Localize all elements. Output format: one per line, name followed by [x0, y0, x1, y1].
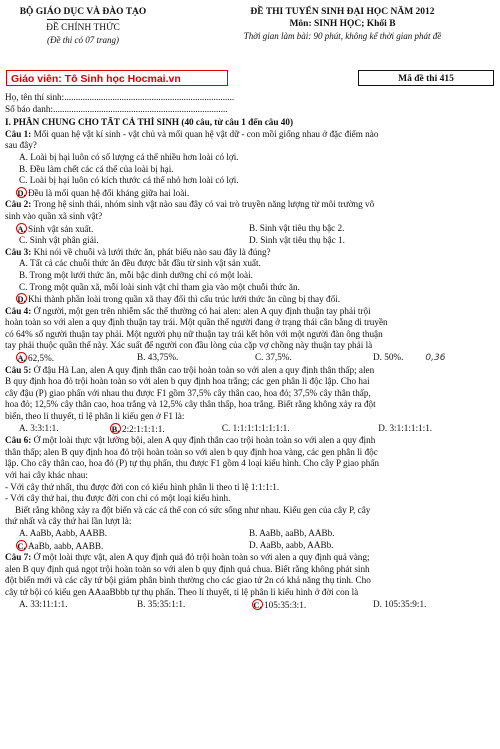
option-a: A. Tất cả các chuỗi thức ăn đều được bắt đầu từ sinh vật sản xuất. — [19, 258, 261, 269]
question-text: Trong hệ sinh thái, nhóm sinh vật nào sau đây có vai trò truyền năng lượng từ môi trường vô — [33, 199, 375, 210]
question-text: đột biến mới và các cây tứ bội giảm phân bình thường cho các giao tử 2n có khả năng thụ tinh. Cho — [5, 575, 371, 586]
option-a: A. 3:3:1:1. — [19, 422, 59, 433]
question-text: hoa đỏ; 12,5% cây thân cao, hoa trắng và 12,5% cây thân thấp, hoa trắng. Biết rằng không xảy ra đột — [5, 399, 376, 410]
option-b: B. Trong một lưới thức ăn, mỗi bậc dinh dưỡng chỉ có một loài. — [19, 269, 253, 280]
option-b — [113, 423, 222, 436]
answer-circle: D. — [17, 187, 26, 198]
option-d: D. Sinh vật tiêu thụ bậc 1. — [249, 235, 345, 246]
header-left — [8, 6, 158, 46]
option-text: 105:35:3:1. — [264, 599, 307, 610]
official-label: ĐỀ CHÍNH THỨC — [46, 23, 120, 33]
option-a — [19, 223, 249, 236]
question-text: B quy định hoa đỏ trội hoàn toàn so với alen b quy định hoa trắng; các gen phân li độc lập. Cho hai — [5, 376, 370, 387]
answer-circle: C. — [17, 540, 26, 551]
question-4 — [5, 306, 495, 365]
option-b: B. Sinh vật tiêu thụ bậc 2. — [249, 222, 345, 233]
question-7 — [5, 552, 495, 611]
question-label: Câu 7: — [5, 552, 32, 563]
answer-circle: B. — [111, 423, 120, 434]
option-text: 62,5%. — [28, 353, 55, 364]
question-text: biến, theo lí thuyết, tỉ lệ phân li kiểu gen ở F1 là: — [5, 411, 185, 422]
option-c: C. Loài bị hại luôn có kích thước cá thể nhỏ hơn loài có lợi. — [19, 175, 239, 186]
question-text: sinh vào quần xã sinh vật? — [5, 210, 103, 221]
question-text: - Với cây thứ nhất, thu được đời con có kiểu hình phân li theo tỉ lệ 1:1:1:1. — [5, 481, 280, 492]
option-text: AaBb, aabb, AABB. — [28, 540, 104, 551]
header-divider — [47, 19, 119, 20]
question-text: tay phải thuộc quần thể này. Xác suất để người con đầu lòng của cặp vợ chồng này thuận tay phải là — [5, 340, 373, 351]
option-b: B. 35:35:1:1. — [137, 598, 186, 609]
option-d: D. 3:1:1:1:1:1. — [378, 422, 433, 433]
handwritten-note: 0,36 — [425, 353, 446, 364]
answer-circle: A. — [17, 353, 26, 364]
option-text: Đều là mối quan hệ đối kháng giữa hai loài. — [28, 187, 190, 198]
question-text: lập. Cho cây thân cao, hoa đỏ (P) tự thụ phấn, thu được F1 gồm 4 loại kiểu hình. Cho cây P giao phấn — [5, 458, 380, 469]
option-text: D. 50%. — [373, 352, 404, 363]
teacher-label: Giáo viên: Tô Sinh học Hocmai.vn — [6, 70, 228, 86]
option-c: C. 37,5%. — [255, 352, 292, 363]
option-a: A. Loài bị hại luôn có số lượng cá thể nhiều hơn loài có lợi. — [19, 151, 239, 162]
question-label: Câu 6: — [5, 435, 32, 446]
header-right — [190, 6, 495, 42]
question-text: sau đây? — [5, 140, 37, 151]
answer-circle: C. — [253, 599, 262, 610]
question-text: hoàn toàn so với alen a quy định thuận tay trái. Một quần thể người đang ở trạng thái cân bằng di truyền — [5, 317, 388, 328]
option-d — [5, 293, 495, 306]
page-count: (Đề thi có 07 trang) — [47, 35, 119, 45]
question-text: thân thấp; alen B quy định hoa đỏ trội hoàn toàn so với alen b quy định hoa vàng, các gen phân li độc — [5, 446, 378, 457]
question-label: Câu 2: — [5, 199, 32, 210]
question-text: cây tứ bội có kiểu gen AAaaBbbb tự thụ phấn. Theo lí thuyết, tỉ lệ phân li kiểu hình ở đời con là — [5, 586, 359, 597]
question-text: - Với cây thứ hai, thu được đời con chỉ có một loại kiểu hình. — [5, 493, 231, 504]
option-d — [5, 187, 495, 200]
question-text: Ở đậu Hà Lan, alen A quy định thân cao trội hoàn toàn so với alen a quy định thân thấp; alen — [33, 364, 375, 375]
option-a — [19, 352, 137, 365]
question-text: Ở một loài thực vật lưỡng bội, alen A quy định thân cao trội hoàn toàn so với alen a quy định — [33, 435, 376, 446]
time-line: Thời gian làm bài: 90 phút, không kể thời gian phát đề — [243, 31, 442, 41]
question-6 — [5, 435, 495, 552]
option-b: B. 43,75%. — [137, 352, 179, 363]
question-3 — [5, 247, 495, 306]
option-c: C. Sinh vật phân giải. — [19, 235, 99, 246]
question-label: Câu 5: — [5, 364, 32, 375]
option-c: C. 1:1:1:1:1:1:1:1. — [221, 422, 290, 433]
question-text: Mối quan hệ vật kí sinh - vật chủ và mối quan hệ vật dữ - con mồi giống nhau ở đặc điểm nào — [33, 128, 379, 139]
exam-body — [5, 92, 495, 611]
answer-circle: D. — [17, 294, 26, 305]
answer-circle: A. — [17, 223, 26, 234]
question-text: thứ nhất và cây thứ hai lần lượt là: — [5, 516, 132, 527]
name-field: Họ, tên thí sinh:.......................................................................... — [5, 92, 235, 102]
exam-title: ĐỀ THI TUYỂN SINH ĐẠI HỌC NĂM 2012 — [250, 7, 435, 17]
option-d — [373, 352, 491, 365]
option-d: D. 105:35:9:1. — [373, 598, 427, 609]
question-label: Câu 4: — [5, 305, 32, 316]
question-text: Ở một loài thực vật, alen A quy định quả đỏ trội hoàn toàn so với alen a quy định quả vàng; — [33, 552, 370, 563]
question-text: alen B quy định quả ngọt trội hoàn toàn so với alen b quy định quả chua. Biết rằng không phát sinh — [5, 563, 370, 574]
option-b: B. Đều làm chết các cá thể của loài bị hại. — [19, 163, 174, 174]
question-text: Biết rằng không xảy ra đột biến và các cá thể con có sức sống như nhau. Kiểu gen của cây P, cây — [15, 504, 371, 515]
option-a: A. AaBb, Aabb, AABB. — [19, 527, 108, 538]
question-text: cây đậu (P) giao phấn với nhau thu được F1 gồm 37,5% cây thân cao, hoa đỏ; 37,5% cây thân thấp, — [5, 387, 371, 398]
section-heading: I. PHẦN CHUNG CHO TẤT CẢ THÍ SINH (40 câu, từ câu 1 đến câu 40) — [5, 117, 294, 128]
ministry-name: BỘ GIÁO DỤC VÀ ĐÀO TẠO — [19, 7, 147, 17]
option-a: A. 33:11:1:1. — [19, 598, 68, 609]
option-c — [255, 599, 373, 612]
question-label: Câu 3: — [5, 246, 32, 257]
id-field: Số báo danh:............................................................................ — [5, 103, 228, 114]
subject-line: Môn: SINH HỌC; Khối B — [289, 19, 396, 29]
question-label: Câu 1: — [5, 128, 32, 139]
question-5 — [5, 365, 495, 436]
option-text: Khi thành phần loài trong quần xã thay đổi thì cấu trúc lưới thức ăn cũng bị thay đổi. — [28, 294, 341, 305]
exam-code: Mã đề thi 415 — [358, 70, 494, 86]
option-b: B. AaBb, aaBb, AABb. — [249, 527, 335, 538]
question-1 — [5, 129, 495, 200]
option-d: D. AaBb, aabb, AABb. — [249, 539, 334, 550]
option-c: C. Trong một quần xã, mỗi loài sinh vật chỉ tham gia vào một chuỗi thức ăn. — [19, 281, 300, 292]
option-c — [19, 540, 249, 553]
option-text: 2:2:1:1:1:1. — [122, 423, 165, 434]
question-text: với hai cây khác nhau: — [5, 470, 88, 480]
question-text: có 64% số người thuận tay phải. Một người phụ nữ thuận tay trái kết hôn với một người đàn ông thuận — [5, 328, 383, 339]
question-text: Ở người, một gen trên nhiễm sắc thể thường có hai alen: alen A quy định thuận tay phải trội — [33, 305, 371, 316]
option-text: Sinh vật sản xuất. — [28, 223, 94, 234]
question-2 — [5, 199, 495, 246]
question-text: Khi nói về chuỗi và lưới thức ăn, phát biểu nào sau đây là đúng? — [33, 246, 271, 257]
